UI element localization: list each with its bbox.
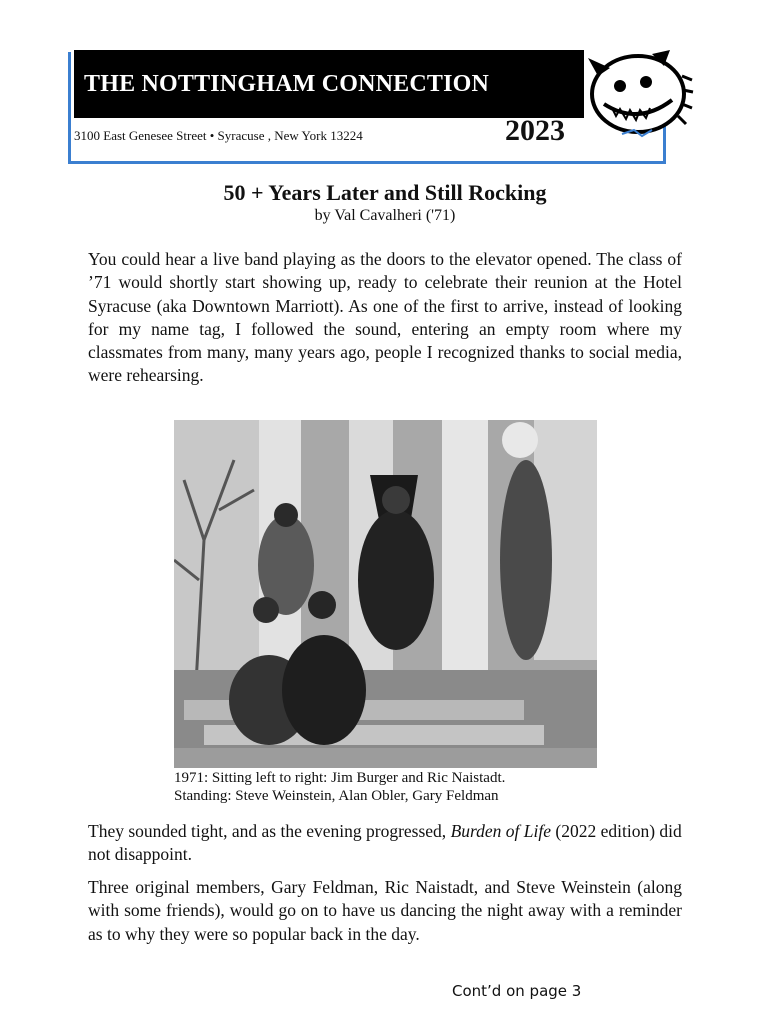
article-paragraph-3: Three original members, Gary Feldman, Ric Naistadt, and Steve Weinstein (along with some friends), would go on to have us dancing the night away with a reminder as to why they were so popular back in the day. [88, 877, 682, 944]
band-photo [174, 420, 597, 768]
band-name: Burden of Life [450, 821, 552, 841]
article-byline: by Val Cavalheri ('71) [314, 207, 456, 224]
continued-note[interactable]: Cont’d on page 3 [452, 982, 582, 1000]
bulldog-mascot-icon [582, 46, 694, 142]
paragraph-2-text-end: (2022 edition) did not disappoint. [88, 821, 682, 865]
issue-year: 2023 [505, 114, 565, 147]
paragraph-2-text-start: They sounded tight, and as the evening progressed, [88, 821, 451, 841]
article-paragraph-2 [88, 820, 682, 867]
newsletter-title: THE NOTTINGHAM CONNECTION [74, 50, 584, 118]
caption-line-1: 1971: Sitting left to right: Jim Burger and Ric Naistadt. [174, 770, 506, 786]
photo-caption [174, 769, 614, 805]
article-headline: 50 + Years Later and Still Rocking [223, 180, 547, 205]
article-paragraph-1: You could hear a live band playing as the doors to the elevator opened. The class of ’71 would shortly start showing up, ready to celebrate their reunion at the Hotel Syracuse (aka Downtown Marriott). As one of the first to arrive, instead of looking for my name tag, I followed the sound, entering an empty room where my classmates from many, many years ago, people I recognized thanks to social media, were rehearsing. [88, 249, 682, 386]
school-address: 3100 East Genesee Street • Syracuse , New York 13224 [74, 128, 363, 143]
caption-line-2: Standing: Steve Weinstein, Alan Obler, Gary Feldman [174, 788, 499, 804]
